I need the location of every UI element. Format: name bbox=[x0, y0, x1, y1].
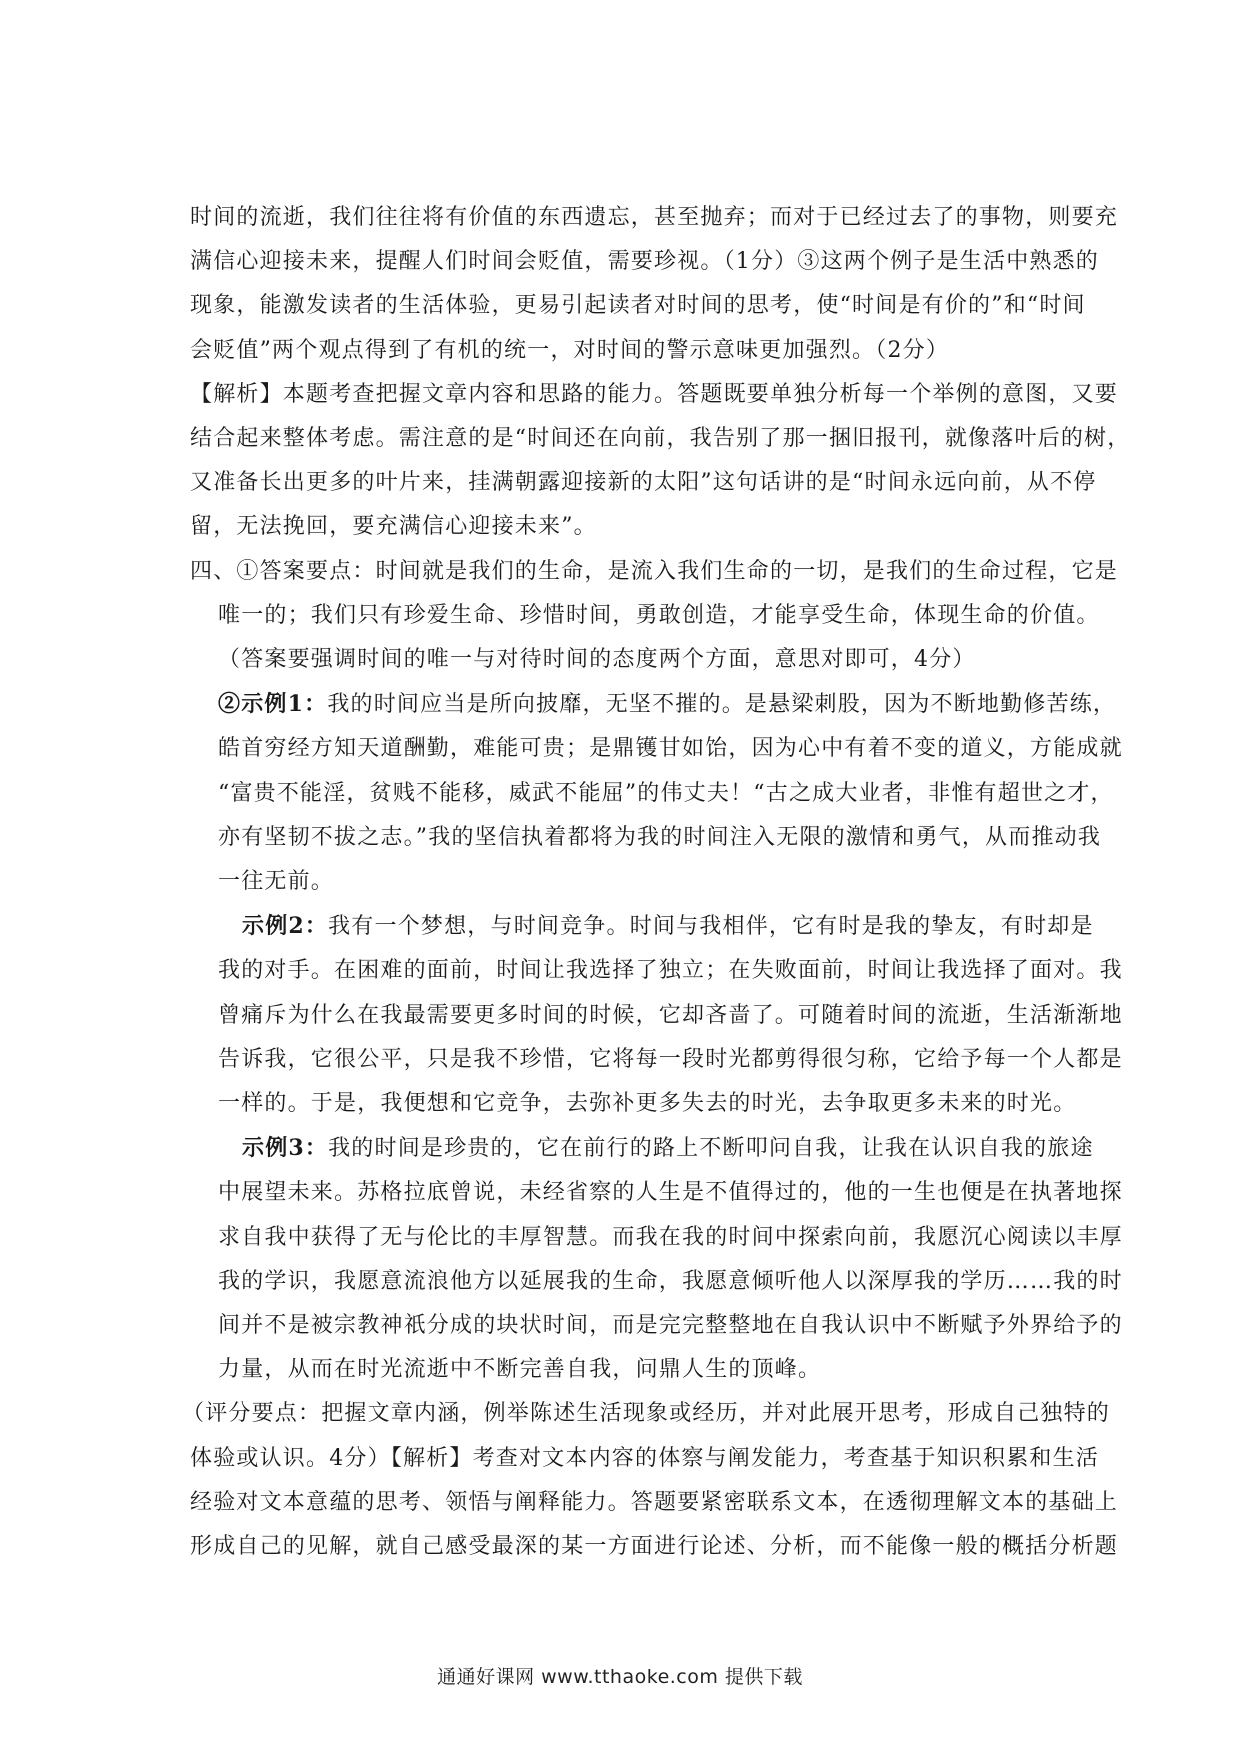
text-line: 时间的流逝，我们往往将有价值的东西遗忘，甚至抛弃；而对于已经过去了的事物，则要充 bbox=[190, 205, 1119, 230]
example-2-first-line bbox=[190, 904, 1094, 949]
example-label: 示例3： bbox=[242, 1135, 329, 1162]
text-line: 四、①答案要点：时间就是我们的生命，是流入我们生命的一切，是我们的生命过程，它是 bbox=[190, 558, 1119, 584]
example-label: ②示例1： bbox=[218, 691, 328, 718]
example-3-first-line bbox=[190, 1126, 1094, 1171]
text-line: 求自我中获得了无与伦比的丰厚智慧。而我在我的时间中探索向前，我愿沉心阅读以丰厚 bbox=[218, 1224, 1123, 1250]
text-line: 满信心迎接未来，提醒人们时间会贬值，需要珍视。（1分）③这两个例子是生活中熟悉的 bbox=[190, 249, 1099, 275]
text-line: 形成自己的见解，就自己感受最深的某一方面进行论述、分析，而不能像一般的概括分析题 bbox=[190, 1534, 1119, 1560]
text-line: 亦有坚韧不拔之志。”我的坚信执着都将为我的时间注入无限的激情和勇气，从而推动我 bbox=[218, 824, 1102, 850]
text-line: 告诉我，它很公平，只是我不珍惜，它将每一段时光都剪得很匀称，它给予每一个人都是 bbox=[218, 1046, 1123, 1072]
text-line: 结合起来整体考虑。需注意的是“时间还在向前，我告别了那一捆旧报刊，就像落叶后的树， bbox=[190, 426, 1131, 452]
text-line: 留，无法挽回，要充满信心迎接未来”。 bbox=[190, 514, 597, 540]
text-line: 我的时间是珍贵的，它在前行的路上不断叩问自我，让我在认识自我的旅途 bbox=[328, 1136, 1094, 1162]
text-line: 中展望未来。苏格拉底曾说，未经省察的人生是不值得过的，他的一生也便是在执著地探 bbox=[218, 1180, 1123, 1206]
text-line: 我有一个梦想，与时间竞争。时间与我相伴，它有时是我的挚友，有时却是 bbox=[328, 914, 1094, 940]
text-line: “富贵不能淫，贫贱不能移，威武不能屈”的伟丈夫！“古之成大业者，非惟有超世之才， bbox=[218, 780, 1114, 806]
text-line: 间并不是被宗教神祇分成的块状时间，而是完完整整地在自我认识中不断赋予外界给予的 bbox=[218, 1313, 1123, 1339]
text-line: 一往无前。 bbox=[218, 869, 335, 895]
text-line: 现象，能激发读者的生活体验，更易引起读者对时间的思考，使“时间是有价的”和“时间 bbox=[190, 293, 1086, 319]
example-1-first-line bbox=[190, 682, 1117, 727]
text-line: 我的时间应当是所向披靡，无坚不摧的。是悬梁刺股，因为不断地勤修苦练， bbox=[327, 692, 1117, 718]
text-line: 皓首穷经方知天道酬勤，难能可贵；是鼎镬甘如饴，因为心中有着不变的道义，方能成就 bbox=[218, 736, 1123, 762]
text-line: 经验对文本意蕴的思考、领悟与阐释能力。答题要紧密联系文本，在透彻理解文本的基础上 bbox=[190, 1489, 1119, 1515]
text-line: 一样的。于是，我便想和它竞争，去弥补更多失去的时光，去争取更多未来的时光。 bbox=[218, 1091, 1077, 1117]
example-label: 示例2： bbox=[242, 913, 329, 940]
text-line: 唯一的；我们只有珍爱生命、珍惜时间，勇敢创造，才能享受生命，体现生命的价值。 bbox=[218, 602, 1100, 628]
text-line: （评分要点：把握文章内涵，例举陈述生活现象或经历，并对此展开思考，形成自己独特的 bbox=[182, 1401, 1111, 1427]
text-line: 【解析】本题考查把握文章内容和思路的能力。答题既要单独分析每一个举例的意图，又要 bbox=[190, 381, 1119, 407]
document-body bbox=[182, 196, 1131, 1569]
text-line: 我的对手。在困难的面前，时间让我选择了独立；在失败面前，时间让我选择了面对。我 bbox=[218, 958, 1123, 984]
page-footer: 通通好课网 www.tthaoke.com 提供下载 bbox=[437, 1666, 803, 1688]
text-line: （答案要强调时间的唯一与对待时间的态度两个方面，意思对即可，4分） bbox=[218, 647, 976, 673]
text-line: 又准备长出更多的叶片来，挂满朝露迎接新的太阳”这句话讲的是“时间永远向前，从不停 bbox=[190, 470, 1097, 496]
text-line: 体验或认识。4分）【解析】考查对文本内容的体察与阐发能力，考查基于知识积累和生活 bbox=[190, 1445, 1099, 1471]
text-line: 力量，从而在时光流逝中不断完善自我，问鼎人生的顶峰。 bbox=[218, 1357, 822, 1383]
text-line: 曾痛斥为什么在我最需要更多时间的时候，它却吝啬了。可随着时间的流逝，生活渐渐地 bbox=[218, 1002, 1123, 1028]
text-line: 我的学识，我愿意流浪他方以延展我的生命，我愿意倾听他人以深厚我的学历……我的时 bbox=[218, 1268, 1123, 1294]
text-line: 会贬值”两个观点得到了有机的统一，对时间的警示意味更加强烈。（2分） bbox=[190, 337, 950, 363]
